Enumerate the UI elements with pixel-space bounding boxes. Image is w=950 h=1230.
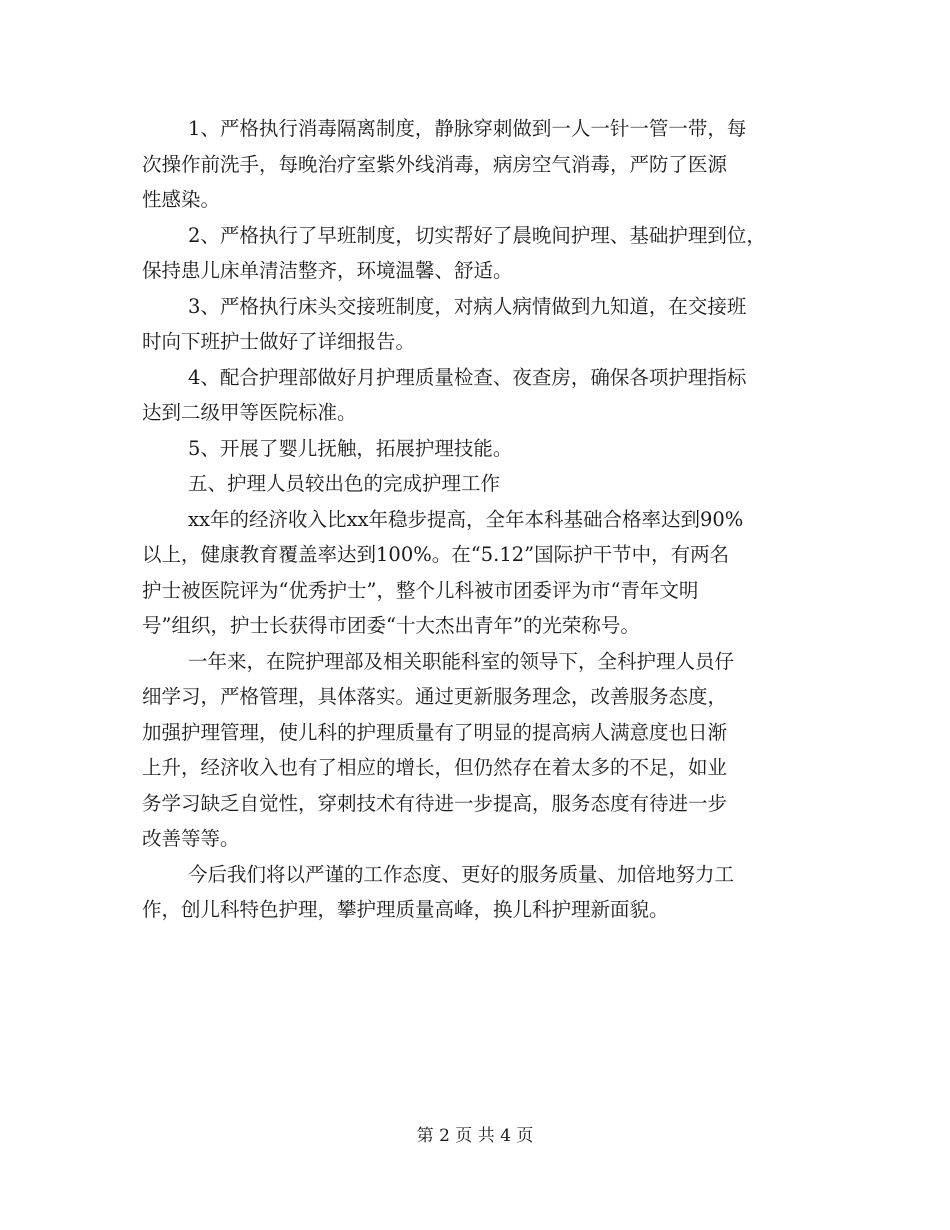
paragraph-line: 务学习缺乏自觉性，穿刺技术有待进一步提高，服务态度有待进一步: [142, 791, 728, 815]
paragraph-line: 号”组织，护士长获得市团委“十大杰出青年”的光荣称号。: [142, 614, 640, 637]
paragraph-line: 达到二级甲等医院标准。: [142, 401, 357, 424]
section-heading: 五、护理人员较出色的完成护理工作: [188, 472, 501, 495]
paragraph-line: 1、严格执行消毒隔离制度，静脉穿刺做到一人一针一管一带，每: [188, 117, 747, 140]
page-number-footer: 第 2 页 共 4 页: [416, 1126, 534, 1146]
paragraph-line: 细学习，严格管理，具体落实。通过更新服务理念，改善服务态度，: [142, 685, 728, 708]
paragraph-line: xx年的经济收入比xx年稳步提高，全年本科基础合格率达到90%: [188, 507, 744, 531]
paragraph-line: 一年来，在院护理部及相关职能科室的领导下，全科护理人员仔: [188, 649, 735, 673]
paragraph-line: 3、严格执行床头交接班制度，对病人病情做到九知道，在交接班: [188, 294, 747, 318]
paragraph-line: 上升，经济收入也有了相应的增长，但仍然存在着太多的不足，如业: [142, 756, 728, 779]
paragraph-line: 性感染。: [142, 188, 221, 211]
paragraph-line: 护士被医院评为“优秀护士”，整个儿科被市团委评为市“青年文明: [142, 578, 699, 602]
paragraph-line: 2、严格执行了早班制度，切实帮好了晨晚间护理、基础护理到位，: [188, 223, 766, 247]
paragraph-line: 保持患儿床单清洁整齐，环境温馨、舒适。: [142, 259, 513, 282]
paragraph-line: 5、开展了婴儿抚触，拓展护理技能。: [188, 436, 513, 460]
paragraph-line: 次操作前洗手，每晚治疗室紫外线消毒，病房空气消毒，严防了医源: [142, 152, 728, 176]
paragraph-line: 作，创儿科特色护理，攀护理质量高峰，换儿科护理新面貌。: [142, 898, 669, 921]
paragraph-line: 4、配合护理部做好月护理质量检查、夜查房，确保各项护理指标: [188, 365, 747, 389]
document-body: [142, 111, 822, 928]
paragraph-line: 以上，健康教育覆盖率达到100%。在“5.12”国际护干节中，有两名: [142, 543, 730, 566]
paragraph-line: 今后我们将以严谨的工作态度、更好的服务质量、加倍地努力工: [188, 862, 735, 886]
paragraph-line: 时向下班护士做好了详细报告。: [142, 330, 416, 353]
paragraph-line: 改善等等。: [142, 827, 240, 850]
paragraph-line: 加强护理管理，使儿科的护理质量有了明显的提高病人满意度也日渐: [142, 720, 728, 744]
